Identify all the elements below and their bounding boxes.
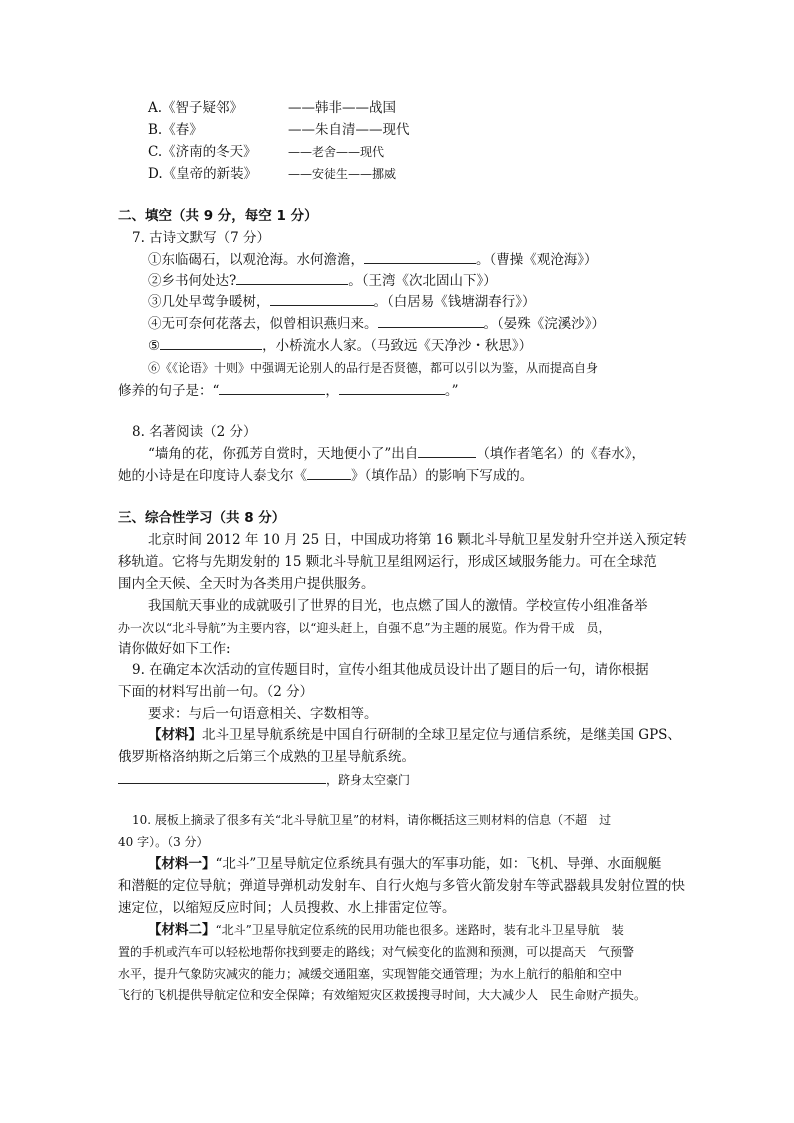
- answer-blank[interactable]: [219, 380, 325, 395]
- q7-4-prompt: ④无可奈何花落去，似曾相识燕归来。: [148, 316, 378, 332]
- answer-blank[interactable]: [418, 443, 476, 458]
- q8-prefix: 她的小诗是在印度诗人泰戈尔《: [118, 468, 307, 484]
- material-2-line-3: 水平，提升气象防灾减灾的能力；减缓交通阻塞，实现智能交通管理；为水上航行的船舶和空中: [118, 967, 623, 981]
- answer-blank[interactable]: [160, 335, 262, 350]
- section-2-title: 二、填空（共 9 分，每空 1 分）: [118, 208, 318, 224]
- q7-6-end: 。”: [444, 383, 459, 399]
- answer-blank[interactable]: [307, 465, 351, 480]
- q9-material-line-2: 俄罗斯格洛纳斯之后第三个成熟的卫星导航系统。: [118, 749, 415, 765]
- para-2-line-2: 办一次以“北斗导航”为主要内容，以“迎头赶上，自强不息”为主题的展览。作为骨干成 员，: [118, 621, 611, 635]
- q7-item-3: [148, 291, 536, 312]
- answer-blank[interactable]: [270, 291, 374, 306]
- q7-1-source: 。（曹操《观沧海》）: [476, 252, 598, 268]
- material-2-text: “北斗”卫星导航定位系统的民用功能也很多。迷路时，装有北斗卫星导航 装: [215, 923, 624, 937]
- answer-blank[interactable]: [364, 249, 476, 264]
- q7-1-prompt: ①东临碣石，以观沧海。水何澹澹，: [148, 252, 364, 268]
- answer-blank[interactable]: [378, 313, 484, 328]
- material-tag: 【材料】: [148, 727, 202, 743]
- q7-5-prompt: ⑤: [148, 338, 161, 354]
- q9-answer: [118, 769, 410, 790]
- q8-line-2: [118, 465, 533, 486]
- q7-title: 7. 古诗文默写（7 分）: [132, 230, 271, 246]
- q7-item-2: [148, 270, 497, 291]
- material-2-line-4: 飞行的飞机提供导航定位和安全保障；有效缩短灾区救援搜寻时间，大大减少人 民生命财产损失。: [118, 988, 647, 1002]
- q8-line-1: [148, 443, 645, 464]
- q8-suffix: 》（填作品）的影响下写成的。: [351, 468, 534, 484]
- para-1-line-3: 围内全天候、全天时为各类用户提供服务。: [118, 576, 375, 592]
- option-a-author: ——韩非——战国: [288, 100, 396, 116]
- q9-answer-suffix: ，跻身太空豪门: [326, 773, 411, 787]
- answer-blank[interactable]: [236, 270, 348, 285]
- option-c: [148, 142, 384, 162]
- q7-2-prompt: ②乡书何处达?: [148, 273, 237, 289]
- option-b-author: ——朱自清——现代: [288, 122, 410, 138]
- material-1-text: “北斗”卫星导航定位系统具有强大的军事功能，如：飞机、导弹、水面舰艇: [215, 856, 662, 872]
- option-d-author: ——安徒生——挪威: [288, 167, 397, 181]
- section-3-title: 三、综合性学习（共 8 分）: [118, 510, 286, 526]
- para-2-line-1: 我国航天事业的成就吸引了世界的目光，也点燃了国人的激情。学校宣传小组准备举: [148, 598, 648, 614]
- q8-title: 8. 名著阅读（2 分）: [132, 424, 257, 440]
- q7-5-source: ，小桥流水人家。（马致远《天净沙・秋思》）: [262, 338, 533, 354]
- q7-item-6: ⑥《《论语》十则》中强调无论别人的品行是否贤德，都可以引以为鉴，从而提高自身: [148, 361, 599, 375]
- option-d: [148, 164, 396, 184]
- option-a-work: A.《智子疑邻》: [148, 100, 244, 116]
- q7-item-1: [148, 249, 598, 270]
- q8-hint: （填作者笔名）的《春水》，: [476, 446, 646, 462]
- q9-line-2: 下面的材料写出前一句。（2 分）: [118, 684, 314, 700]
- material-1-tag: 【材料一】: [148, 856, 216, 872]
- q10-line-1: 10. 展板上摘录了很多有关“北斗导航卫星”的材料，请你概括这三则材料的信息（不超 过: [132, 813, 612, 827]
- option-d-work: D.《皇帝的新装》: [148, 166, 258, 182]
- material-1-line-3: 速定位，以缩短反应时间；人员搜救、水上排雷定位等。: [118, 900, 456, 916]
- para-2-line-3: 请你做好如下工作:: [118, 641, 231, 657]
- q8-quote: “墙角的花，你孤芳自赏时，天地便小了”出自: [148, 446, 419, 462]
- q7-item-5: [148, 335, 532, 356]
- q7-2-source: 。（王湾《次北固山下》）: [348, 273, 497, 289]
- q7-3-prompt: ③几处早莺争暖树，: [148, 294, 270, 310]
- option-c-work: C.《济南的冬天》: [148, 144, 257, 160]
- option-a: [148, 98, 396, 118]
- material-text: 北斗卫星导航系统是中国自行研制的全球卫星定位与通信系统，是继美国 GPS、: [202, 727, 681, 743]
- q7-item-6-answer: [118, 380, 459, 401]
- answer-blank[interactable]: [339, 380, 445, 395]
- q9-material: [148, 725, 681, 745]
- option-b-work: B.《春》: [148, 122, 203, 138]
- material-1-line-1: [148, 854, 661, 874]
- material-2-line-1: [148, 920, 624, 940]
- q7-3-source: 。（白居易《钱塘湖春行》）: [373, 294, 536, 310]
- material-2-line-2: 置的手机或汽车可以轻松地帮你找到要走的路线；对气候变化的监测和预测，可以提高天 气预警: [118, 945, 635, 959]
- q7-item-4: [148, 313, 605, 334]
- para-1-line-1: 北京时间 2012 年 10 月 25 日，中国成功将第 16 颗北斗导航卫星发射升空并送入预定转: [148, 532, 687, 548]
- q7-6-sep: ，: [325, 383, 339, 399]
- para-1-line-2: 移轨道。它将与先期发射的 15 颗北斗导航卫星组网运行，形成区域服务能力。可在全球范: [118, 554, 657, 570]
- q10-line-2: 40 字）。（3 分）: [118, 835, 209, 849]
- answer-blank[interactable]: [118, 769, 326, 784]
- q9-requirement: 要求：与后一句语意相关、字数相等。: [148, 706, 378, 722]
- q7-4-source: 。（晏殊《浣溪沙》）: [483, 316, 605, 332]
- material-2-tag: 【材料二】: [148, 922, 216, 938]
- q7-6-prefix: 修养的句子是：“: [118, 383, 220, 399]
- q9-line-1: 9. 在确定本次活动的宣传题目时，宣传小组其他成员设计出了题目的后一句，请你根据: [132, 662, 649, 678]
- option-b: [148, 120, 410, 140]
- material-1-line-2: 和潜艇的定位导航；弹道导弹机动发射车、自行火炮与多管火箭发射车等武器载具发射位置的快: [118, 878, 685, 894]
- option-c-author: ——老舍——现代: [288, 145, 385, 159]
